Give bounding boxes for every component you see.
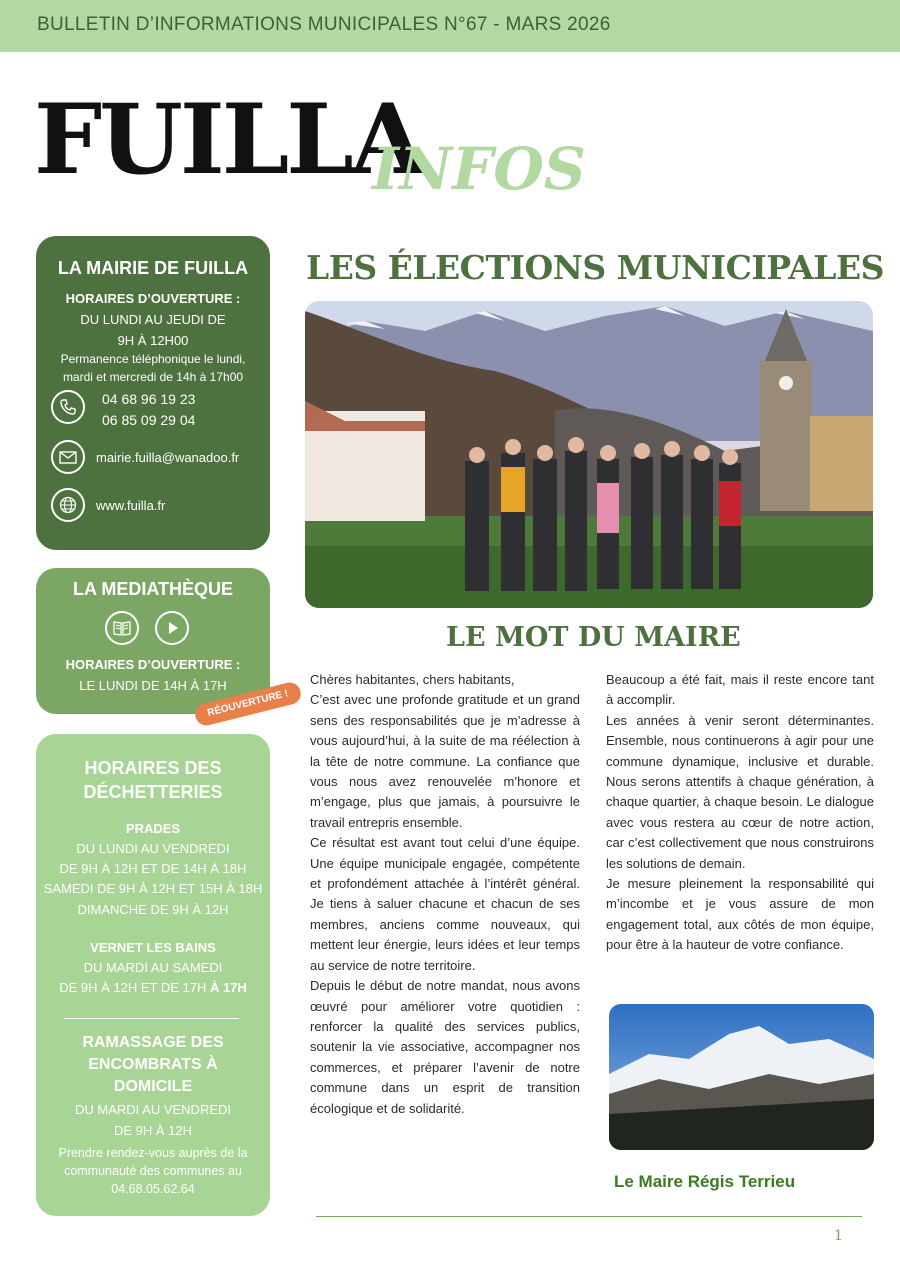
decheteries-card	[36, 734, 270, 1216]
mail-icon	[51, 440, 85, 474]
article-column-1	[310, 670, 580, 1119]
globe-icon	[51, 488, 85, 522]
prades-title: PRADES	[125, 821, 181, 836]
ramassage-title-3: DOMICILE	[113, 1078, 193, 1095]
ramassage-title-1: RAMASSAGE DES	[82, 1034, 224, 1051]
phone-icon	[51, 390, 85, 424]
col1-paragraph-4: Depuis le début de notre mandat, nous avons œuvré pour améliorer votre quotidien : renforcer la qualité des services publics, soutenir la vie associative, accompagner nos commerces, et préparer l’avenir de notre commune dans un esprit de transition écologique et de solidarité.	[310, 978, 580, 1116]
vernet-title: VERNET LES BAINS	[90, 940, 216, 955]
masthead-subtitle: INFOS	[372, 135, 586, 203]
ramassage-title-2: ENCOMBRATS À	[88, 1056, 218, 1073]
mairie-card	[36, 236, 270, 550]
elections-title: LES ÉLECTIONS MUNICIPALES	[306, 248, 884, 287]
prades-line-4: DIMANCHE DE 9H À 12H	[77, 902, 229, 917]
ramassage-note: Prendre rendez-vous auprès de la communauté des communes au 04.68.05.62.64	[58, 1146, 248, 1196]
card-divider	[64, 1018, 239, 1019]
col2-paragraph-1: Beaucoup a été fait, mais il reste encore tant à accomplir.	[606, 672, 874, 708]
col2-paragraph-3: Je mesure pleinement la responsabilité qui m’incombe et je vous assure de mon engagement total, aux côtés de mon équipe, pour être à la hauteur de votre confiance.	[606, 876, 874, 953]
bulletin-title: BULLETIN D’INFORMATIONS MUNICIPALES N°67 - MARS 2026	[37, 14, 611, 35]
mediatheque-title: LA MEDIATHÈQUE	[73, 579, 233, 599]
prades-line-2: DE 9H À 12H ET DE 14H À 18H	[59, 861, 247, 876]
col2-paragraph-2: Les années à venir seront déterminantes. Ensemble, nous continuerons à agir pour une commune dynamique, inclusive et durable. Nous serons attentifs à chaque génération, à chaque quartier, à chaque besoin. Le dialogue avec vous restera au cœur de notre action, car c’est collectivement que nous construirons les solutions de demain.	[606, 712, 874, 871]
mairie-website[interactable]: www.fuilla.fr	[96, 498, 166, 513]
mediatheque-hours-title: HORAIRES D’OUVERTURE :	[65, 657, 241, 672]
mairie-hours-line1: DU LUNDI AU JEUDI DE	[80, 312, 226, 327]
prades-line-3: SAMEDI DE 9H À 12H ET 15H À 18H	[43, 881, 263, 896]
mairie-title: LA MAIRIE DE FUILLA	[57, 258, 249, 278]
footer-line	[316, 1216, 862, 1217]
mediatheque-card	[36, 568, 270, 714]
col1-paragraph-1: Chères habitantes, chers habitants,	[310, 672, 515, 687]
header-bar	[0, 0, 900, 52]
mairie-phone-1[interactable]: 04 68 96 19 23	[102, 391, 196, 407]
mot-du-maire-title: LE MOT DU MAIRE	[446, 622, 741, 653]
prades-line-1: DU LUNDI AU VENDREDI	[76, 841, 230, 856]
mairie-email[interactable]: mairie.fuilla@wanadoo.fr	[96, 450, 240, 465]
ramassage-hours-2: DE 9H À 12H	[113, 1123, 193, 1138]
vernet-line-2-bold: À 17H	[209, 980, 247, 995]
mairie-permanence: Permanence téléphonique le lundi, mardi et mercredi de 14h à 17h00	[60, 352, 246, 384]
play-icon[interactable]	[155, 611, 189, 645]
masthead-title: FUILLA	[34, 83, 423, 196]
page-number: 1	[834, 1228, 843, 1244]
mairie-hours-title: HORAIRES D’OUVERTURE :	[65, 291, 241, 306]
reopening-badge: RÉOUVERTURE !	[193, 680, 303, 727]
mediatheque-hours: LE LUNDI DE 14H À 17H	[79, 678, 227, 693]
mairie-hours-line2: 9H À 12H00	[117, 333, 189, 348]
mayor-signature: Le Maire Régis Terrieu	[614, 1172, 796, 1191]
team-photo	[305, 301, 873, 608]
ramassage-hours-1: DU MARDI AU VENDREDI	[74, 1102, 232, 1117]
decheteries-title-2: DÉCHETTERIES	[83, 782, 223, 802]
mountain-photo	[609, 1004, 874, 1150]
col1-paragraph-2: C’est avec une profonde gratitude et un grand sens des responsabilités que je m’adresse à vous aujourd’hui, à la suite de ma réélection à la tête de notre commune. La confiance que vous nous avez renouvelée m’honore et m’engage, plus que jamais, à poursuivre le travail entrepris ensemble.	[310, 692, 580, 830]
vernet-line-1: DU MARDI AU SAMEDI	[83, 960, 223, 975]
vernet-line-2	[36, 977, 270, 998]
article-column-2	[606, 670, 874, 956]
book-icon	[105, 611, 139, 645]
decheteries-title-1: HORAIRES DES	[84, 758, 222, 778]
vernet-line-2-text: DE 9H À 12H ET DE 17H	[59, 980, 210, 995]
mairie-phone-2[interactable]: 06 85 09 29 04	[102, 412, 196, 428]
col1-paragraph-3: Ce résultat est avant tout celui d’une équipe. Une équipe municipale engagée, compétente et profondément attachée à l’intérêt général. Je tiens à saluer chacune et chacun de ses membres, anciens comme nouveaux, qui mettent leur énergie, leurs idées et leur temps au service de notre territoire.	[310, 835, 580, 973]
